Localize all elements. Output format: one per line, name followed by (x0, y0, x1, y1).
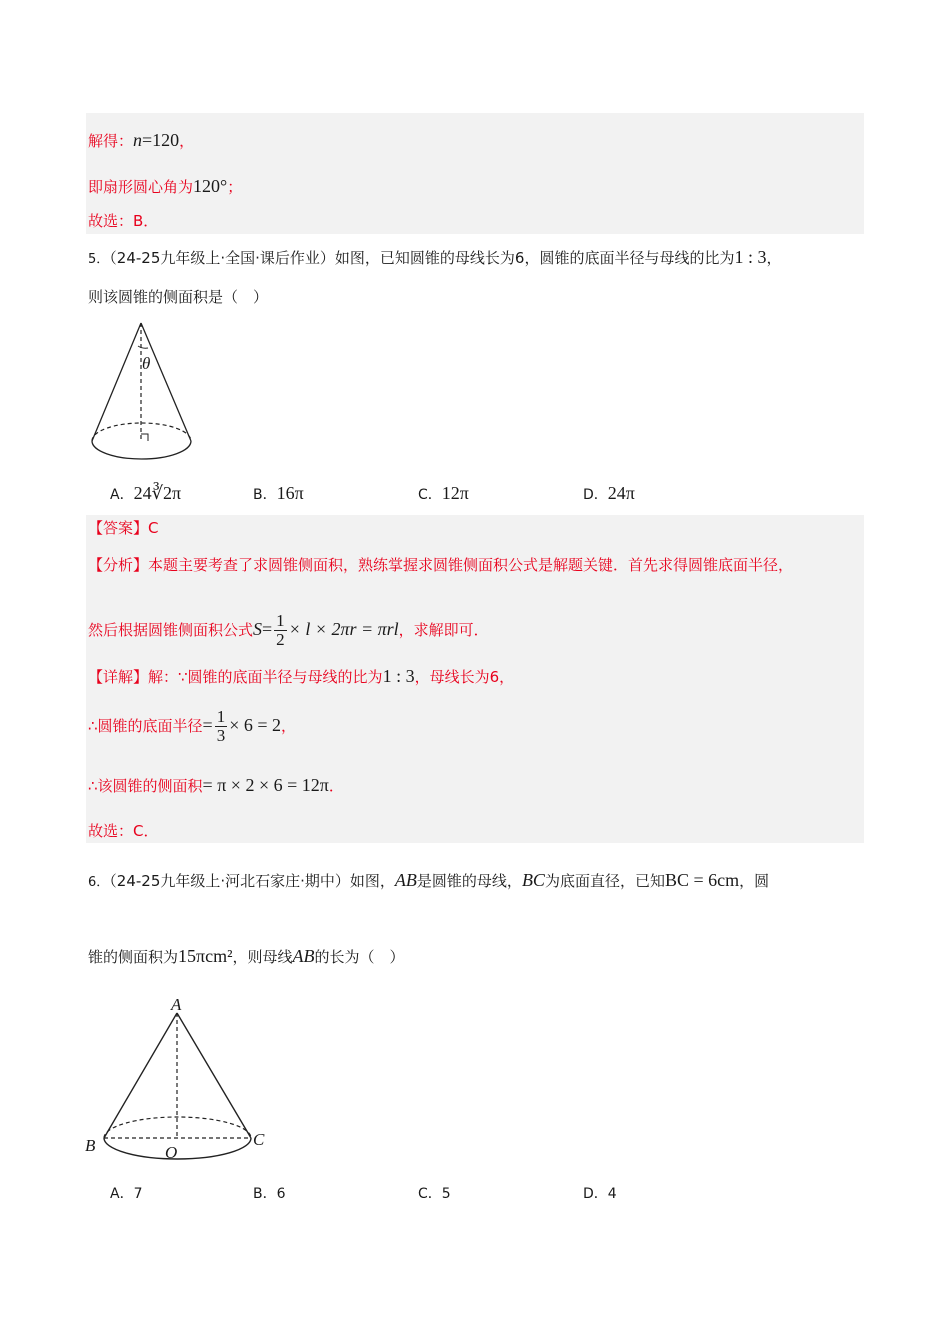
cone-left-edge (92, 323, 141, 441)
fraction-one-half: $\frac{1}{2}$ (276, 611, 285, 649)
q6-stem-line2: 锥的侧面积为15πcm²，则母线AB的长为（ ） (88, 946, 405, 966)
cone-edge-ac (177, 1013, 251, 1138)
q6-option-d[interactable]: D．4 (583, 1186, 617, 1202)
q5-choice: 故选：C． (88, 822, 159, 840)
q6-stem-line1: 6．（24-25九年级上·河北石家庄·期中）如图，AB是圆锥的母线，BC为底面直径，已知BC = 6cm，圆 (88, 870, 770, 890)
q5-cone-figure (88, 318, 228, 468)
q5-option-a[interactable]: A．24∛2π (110, 483, 182, 503)
q5-stem-line1: 5．（24-25九年级上·全国·课后作业）如图，已知圆锥的母线长为6，圆锥的底面半径与母线的比为1 : 3， (88, 247, 782, 267)
cone-base-front (92, 441, 191, 459)
q6-option-c[interactable]: C．5 (418, 1186, 451, 1202)
angle-arc (138, 346, 148, 348)
theta-label: θ (142, 354, 151, 373)
point-c-label: C (253, 1130, 265, 1149)
q5-analysis-line1: 【分析】本题主要考查了求圆锥侧面积，熟练掌握求圆锥侧面积公式是解题关键．首先求得圆锥底面半径， (88, 556, 794, 574)
q6-cone-figure (84, 995, 284, 1175)
q5-stem-line2: 则该圆锥的侧面积是（ ） (88, 288, 269, 306)
var-n: n (133, 130, 143, 150)
q5-option-d[interactable]: D．24π (583, 483, 635, 503)
prev-angle-line: 即扇形圆心角为120°； (88, 176, 243, 196)
cone-right-edge (141, 323, 191, 441)
prev-solve-line: 解得：n=120， (88, 130, 195, 150)
q5-option-c[interactable]: C．12π (418, 483, 469, 503)
prev-choice-line: 故选：B． (88, 212, 159, 230)
point-b-label: B (85, 1136, 96, 1155)
right-angle-mark (141, 434, 148, 441)
cone-base-front (104, 1138, 251, 1159)
q5-radius-line: ∴圆锥的底面半径= $\frac{1}{3}$ × 6 = 2， (88, 707, 297, 745)
q6-option-b[interactable]: B．6 (253, 1186, 286, 1202)
point-a-label: A (171, 995, 182, 1014)
q5-area-line: ∴该圆锥的侧面积= π × 2 × 6 = 12π． (88, 775, 344, 795)
q5-analysis-line2: 然后根据圆锥侧面积公式S= $\frac{1}{2}$ × l × 2πr = πrl，求解即可． (88, 611, 489, 649)
q6-option-a[interactable]: A．7 (110, 1186, 143, 1202)
q5-detail-line: 【详解】解：∵圆锥的底面半径与母线的比为1 : 3，母线长为6， (88, 666, 515, 686)
q5-option-b[interactable]: B．16π (253, 483, 304, 503)
q5-answer: 【答案】C (88, 519, 159, 537)
prev-solution-block (86, 113, 864, 234)
point-o-label: O (165, 1143, 178, 1162)
fraction-one-third: $\frac{1}{3}$ (216, 707, 226, 745)
